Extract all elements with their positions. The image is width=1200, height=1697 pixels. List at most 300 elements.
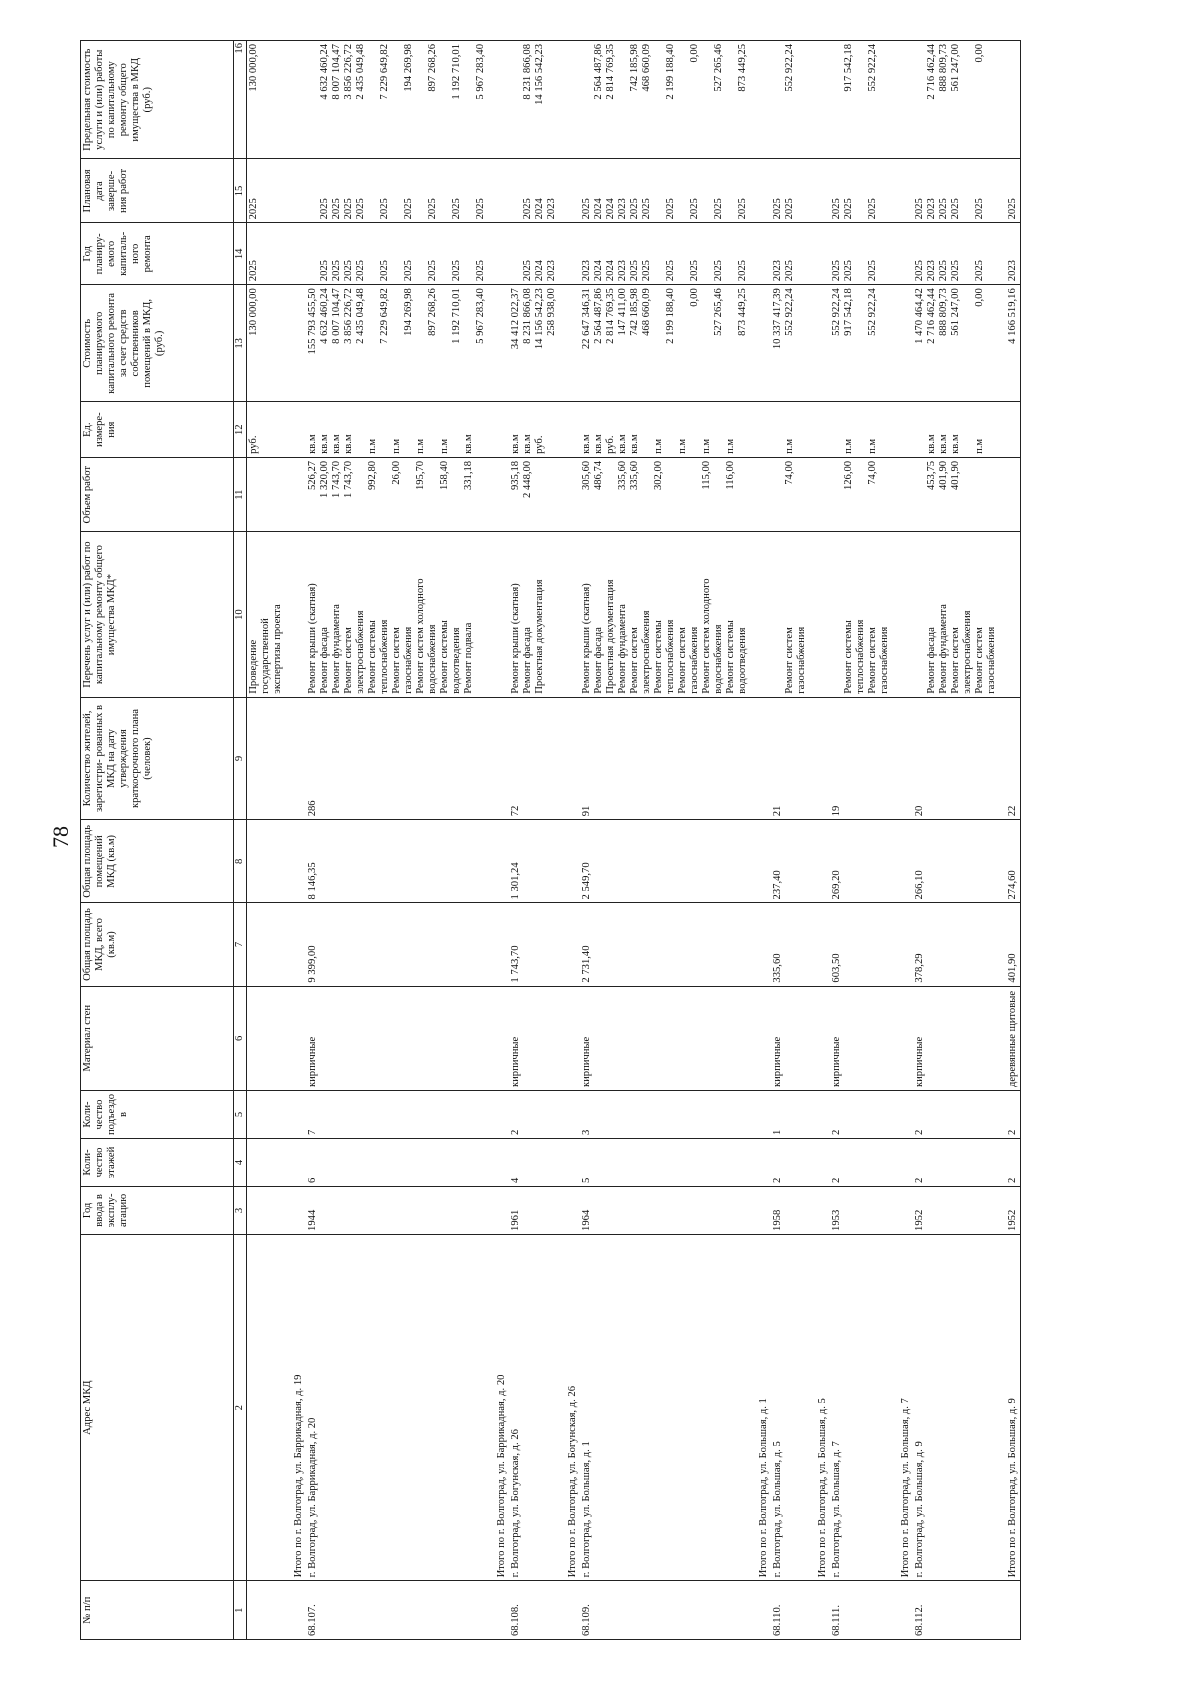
- work-line: Ремонт фундамента: [938, 604, 949, 694]
- date-line: 2025: [379, 198, 390, 220]
- cost-line: 2 435 049,48: [355, 288, 366, 344]
- year-line: 2025: [914, 260, 925, 282]
- date-line: 2024: [534, 198, 545, 220]
- column-number: 9: [234, 697, 247, 820]
- unit-line: [641, 405, 653, 453]
- table-cell: [830, 1091, 892, 1139]
- volume-line: 935,18: [510, 460, 521, 491]
- year-line: 2025: [629, 260, 640, 282]
- total-label: Итого по г. Волгоград, ул. Богунская, д. 26: [559, 1234, 580, 1580]
- limit-line: 552 922,24: [867, 44, 878, 92]
- work-line: государственной: [260, 618, 271, 694]
- limit-line: 552 922,24: [784, 44, 795, 92]
- cost-line: [855, 288, 867, 398]
- limit-line: 0,00: [974, 44, 985, 63]
- work-line: Ремонт систем: [391, 627, 402, 694]
- year-line: 2025: [331, 260, 342, 282]
- column-number: 2: [234, 1234, 247, 1580]
- cost-line: 0,00: [689, 288, 700, 307]
- cost-line: [439, 288, 451, 398]
- year-line: 2025: [665, 260, 676, 282]
- unit-line: кв.м: [319, 434, 330, 454]
- table-cell: [306, 159, 488, 223]
- table-cell: [306, 41, 488, 159]
- unit-line: [379, 405, 391, 453]
- unit-line: [403, 405, 415, 453]
- unit-line: руб.: [534, 435, 545, 454]
- unit-line: [986, 405, 998, 453]
- total-row: [999, 41, 1021, 1640]
- unit-line: п.м: [843, 438, 854, 454]
- limit-line: 527 265,46: [713, 44, 724, 92]
- table-cell: [892, 457, 913, 532]
- limit-line: 4 632 460,24: [319, 44, 330, 100]
- num-value: 68.110.: [772, 1604, 783, 1636]
- cost-line: 5 967 283,40: [475, 288, 486, 344]
- work-line: водоснабжения: [713, 624, 724, 694]
- volume-line: 126,00: [843, 460, 854, 491]
- limit-line: [546, 44, 558, 155]
- year-line: 2025: [379, 260, 390, 282]
- table-cell: [771, 1091, 809, 1139]
- volume-line: [403, 461, 415, 529]
- date-line: 2025: [248, 198, 259, 220]
- cost-line: [391, 288, 403, 398]
- year-line: [415, 226, 427, 281]
- total-label: Итого по г. Волгоград, ул. Большая, д. 7: [892, 1234, 913, 1580]
- unit-line: п.м: [701, 438, 712, 454]
- table-row: [830, 41, 892, 1640]
- volume-line: 486,74: [593, 460, 604, 491]
- year-line: 2025: [831, 260, 842, 282]
- volume-line: 992,80: [367, 460, 378, 491]
- table-cell: [509, 223, 559, 285]
- table-body: [247, 41, 1021, 1640]
- limit-line: 2 564 487,86: [593, 44, 604, 100]
- date-line: [725, 162, 737, 219]
- limit-line: [772, 44, 784, 155]
- cost-line: 552 922,24: [867, 288, 878, 336]
- work-line: Ремонт фундамента: [617, 604, 628, 694]
- work-line: Ремонт систем: [677, 627, 688, 694]
- year-line: 2025: [248, 260, 259, 282]
- date-line: [307, 162, 319, 219]
- table-cell: [809, 457, 830, 532]
- date-line: 2025: [772, 198, 783, 220]
- material-value: кирпичные: [510, 1036, 521, 1088]
- date-line: 2025: [319, 198, 330, 220]
- cost-line: 2 814 769,35: [605, 288, 616, 344]
- table-cell: [999, 1581, 1021, 1640]
- address-value: г. Волгоград, ул. Большая, д. 5: [772, 1441, 783, 1578]
- column-header: Адрес МКД: [81, 1234, 234, 1580]
- cost-line: [725, 288, 737, 398]
- table-cell: [892, 285, 913, 402]
- cost-line: 873 449,25: [737, 288, 748, 336]
- column-header: Год планиру- емого капиталь- ного ремонта: [81, 223, 234, 285]
- unit-line: [879, 405, 891, 453]
- volume-line: [355, 461, 367, 529]
- limit-line: [463, 44, 475, 155]
- year-line: [391, 226, 403, 281]
- work-line: [772, 536, 784, 694]
- date-line: 2025: [914, 198, 925, 220]
- volume-line: [974, 461, 986, 529]
- date-line: [439, 162, 451, 219]
- cost-line: 4 632 460,24: [319, 288, 330, 344]
- table-cell: [306, 285, 488, 402]
- work-line: Ремонт системы: [843, 620, 854, 694]
- work-line: Ремонт систем: [629, 627, 640, 694]
- volume-line: 305,60: [581, 460, 592, 491]
- cost-line: 194 269,98: [403, 288, 414, 336]
- table-cell: [488, 159, 509, 223]
- column-number: 7: [234, 903, 247, 986]
- limit-line: [617, 44, 629, 155]
- column-number: 16: [234, 41, 247, 159]
- table-cell: [913, 986, 999, 1090]
- work-line: Ремонт систем: [974, 627, 985, 694]
- table-cell: [247, 986, 286, 1090]
- volume-line: [427, 461, 439, 529]
- unit-line: п.м: [367, 438, 378, 454]
- table-cell: [830, 820, 892, 903]
- work-line: Ремонт систем холодного: [415, 578, 426, 694]
- table-cell: [488, 223, 509, 285]
- limit-line: [653, 44, 665, 155]
- work-line: Ремонт фасада: [522, 627, 533, 694]
- table-cell: [247, 903, 286, 986]
- date-line: 2025: [522, 198, 533, 220]
- table-cell: [892, 1091, 913, 1139]
- table-cell: [306, 986, 488, 1090]
- table-cell: [247, 1186, 286, 1234]
- cost-line: 14 156 542,23: [534, 288, 545, 350]
- table-cell: [913, 1091, 999, 1139]
- table-cell: [247, 402, 286, 457]
- cost-line: 155 793 455,50: [307, 288, 318, 355]
- table-cell: [559, 1581, 580, 1640]
- table-cell: [913, 285, 999, 402]
- unit-line: [427, 405, 439, 453]
- work-line: Ремонт систем: [950, 627, 961, 694]
- limit-line: 130 000,00: [248, 44, 259, 92]
- year-line: [307, 226, 319, 281]
- table-cell: [750, 532, 771, 697]
- table-cell: [247, 285, 286, 402]
- unit-line: п.м: [784, 438, 795, 454]
- table-cell: [488, 903, 509, 986]
- table-cell: [509, 41, 559, 159]
- limit-line: 14 156 542,23: [534, 44, 545, 105]
- volume-line: [713, 461, 725, 529]
- limit-line: 897 268,26: [427, 44, 438, 92]
- unit-line: кв.м: [629, 434, 640, 454]
- unit-line: п.м: [725, 438, 736, 454]
- volume-line: [879, 461, 891, 529]
- table-cell: [809, 1581, 830, 1640]
- table-cell: [771, 1581, 809, 1640]
- cost-line: [415, 288, 427, 398]
- total-row: [809, 41, 830, 1640]
- residents-value: 21: [772, 805, 783, 817]
- table-cell: [830, 1581, 892, 1640]
- year-line: [653, 226, 665, 281]
- table-cell: [809, 697, 830, 820]
- volume-line: [665, 461, 677, 529]
- table-cell: [559, 697, 580, 820]
- area-rooms-value: 2 549,70: [581, 862, 592, 900]
- year-line: 2025: [319, 260, 330, 282]
- volume-line: 74,00: [784, 460, 795, 485]
- limit-line: 0,00: [689, 44, 700, 63]
- material-value: кирпичные: [914, 1036, 925, 1088]
- table-cell: [580, 903, 750, 986]
- table-cell: деревянные щитовые: [999, 986, 1021, 1090]
- work-line: Проектная документация: [534, 579, 545, 694]
- date-line: 2025: [713, 198, 724, 220]
- volume-line: [962, 461, 974, 529]
- table-cell: [580, 1091, 750, 1139]
- date-line: 2025: [689, 198, 700, 220]
- table-cell: [771, 223, 809, 285]
- total-label: Итого по г. Волгоград, ул. Баррикадная, д. 20: [488, 1234, 509, 1580]
- total-row: [488, 41, 509, 1640]
- column-number: 13: [234, 285, 247, 402]
- table-cell: [285, 903, 306, 986]
- volume-line: [605, 461, 617, 529]
- date-line: 2025: [343, 198, 354, 220]
- date-line: [701, 162, 713, 219]
- cost-line: 2 564 487,86: [593, 288, 604, 344]
- work-line: Ремонт фасада: [926, 627, 937, 694]
- year-line: 2025: [938, 260, 949, 282]
- cost-line: 3 856 226,72: [343, 288, 354, 344]
- column-header: № п/п: [81, 1581, 234, 1640]
- table-cell: [488, 457, 509, 532]
- residents-value: 72: [510, 805, 521, 817]
- area-rooms-value: 237,40: [772, 870, 783, 900]
- date-line: [391, 162, 403, 219]
- limit-line: [391, 44, 403, 155]
- table-cell: [559, 986, 580, 1090]
- area-total-value: 335,60: [772, 953, 783, 983]
- table-cell: [809, 1091, 830, 1139]
- cost-line: 130 000,00: [248, 288, 259, 336]
- table-cell: [771, 820, 809, 903]
- table-cell: [809, 1139, 830, 1187]
- volume-line: 195,70: [415, 460, 426, 491]
- year-line: 2025: [689, 260, 700, 282]
- column-header: Количество жителей, зарегистри- рованных в МКД на дату утверждения краткосрочного плана (человек): [81, 697, 234, 820]
- table-cell: [830, 1234, 892, 1580]
- unit-line: кв.м: [331, 434, 342, 454]
- floors-value: 2: [831, 1177, 842, 1183]
- entrances-value: 2: [831, 1129, 842, 1135]
- volume-line: 115,00: [701, 460, 712, 490]
- area-total-value: 603,50: [831, 953, 842, 983]
- cost-line: 8 007 104,47: [331, 288, 342, 344]
- area-rooms-value: 269,20: [831, 870, 842, 900]
- volume-line: 401,90: [938, 460, 949, 491]
- table-cell: [306, 903, 488, 986]
- cost-line: 552 922,24: [784, 288, 795, 336]
- table-cell: [306, 223, 488, 285]
- year-line: 2025: [427, 260, 438, 282]
- table-cell: [247, 41, 286, 159]
- unit-line: [962, 405, 974, 453]
- table-cell: [771, 1186, 809, 1234]
- table-cell: [913, 159, 999, 223]
- cost-line: 2 716 462,44: [926, 288, 937, 344]
- table-cell: [509, 532, 559, 697]
- table-cell: [830, 903, 892, 986]
- year-line: 2025: [641, 260, 652, 282]
- volume-line: 1 320,00: [319, 460, 330, 498]
- column-number: 3: [234, 1186, 247, 1234]
- work-line: Ремонт подвала: [463, 622, 474, 694]
- table-cell: [580, 697, 750, 820]
- work-line: водоотведения: [737, 627, 748, 694]
- column-number: 10: [234, 532, 247, 697]
- table-cell: [306, 457, 488, 532]
- entrances-value: 2: [914, 1129, 925, 1135]
- table-row: [771, 41, 809, 1640]
- table-cell: [913, 820, 999, 903]
- volume-line: [855, 461, 867, 529]
- unit-line: кв.м: [307, 434, 318, 454]
- column-header: Предельная стоимость услуги и (или) работы по капитальному ремонту общего имущества в МКД (руб.): [81, 41, 234, 159]
- table-cell: [306, 1581, 488, 1640]
- work-line: [831, 536, 843, 694]
- table-cell: [750, 1091, 771, 1139]
- table-cell: [892, 1581, 913, 1640]
- cost-line: [962, 288, 974, 398]
- year-line: 2025: [867, 260, 878, 282]
- limit-line: 888 809,73: [938, 44, 949, 92]
- table-cell: [509, 285, 559, 402]
- column-header: Объем работ: [81, 457, 234, 532]
- table-cell: [830, 986, 892, 1090]
- table-cell: [509, 402, 559, 457]
- work-line: Ремонт крыши (скатная): [510, 583, 521, 694]
- entrances-value: 2: [510, 1129, 521, 1135]
- unit-line: [665, 405, 677, 453]
- table-cell: [488, 820, 509, 903]
- table-cell: [306, 697, 488, 820]
- table-cell: [771, 1234, 809, 1580]
- residents-value: 20: [914, 805, 925, 817]
- table-cell: [580, 159, 750, 223]
- table-cell: [750, 402, 771, 457]
- year-line: 2023: [581, 260, 592, 282]
- date-line: 2025: [331, 198, 342, 220]
- table-cell: [830, 1186, 892, 1234]
- work-line: Проектная документация: [605, 579, 616, 694]
- table-cell: [509, 1186, 559, 1234]
- entrances-value: 7: [307, 1129, 318, 1135]
- volume-line: 158,40: [439, 460, 450, 491]
- table-cell: [247, 159, 286, 223]
- date-line: 2025: [355, 198, 366, 220]
- table-cell: [913, 1139, 999, 1187]
- date-line: 2023: [617, 198, 628, 220]
- year-line: [367, 226, 379, 281]
- table-cell: [285, 1091, 306, 1139]
- year-value: 1952: [914, 1209, 925, 1231]
- column-number: 8: [234, 820, 247, 903]
- volume-line: 526,27: [307, 460, 318, 491]
- date-line: 2025: [974, 198, 985, 220]
- table-cell: [771, 986, 809, 1090]
- table-cell: [771, 457, 809, 532]
- unit-line: кв.м: [950, 434, 961, 454]
- work-line: Ремонт системы: [653, 620, 664, 694]
- table-cell: [488, 1139, 509, 1187]
- area-total-value: 9 399,00: [307, 945, 318, 983]
- limit-line: [855, 44, 867, 155]
- table-cell: [913, 903, 999, 986]
- volume-line: [451, 461, 463, 529]
- table-cell: [750, 1186, 771, 1234]
- table-cell: [580, 1186, 750, 1234]
- table-cell: 2025: [999, 159, 1021, 223]
- cost-line: [463, 288, 475, 398]
- address-value: г. Волгоград, ул. Богунская, д. 26: [510, 1429, 521, 1578]
- table-cell: [509, 159, 559, 223]
- cost-line: 561 247,00: [950, 288, 961, 336]
- volume-line: 26,00: [391, 460, 402, 485]
- unit-line: кв.м: [463, 434, 474, 454]
- year-value: 1958: [772, 1209, 783, 1231]
- date-line: 2025: [950, 198, 961, 220]
- table-cell: [913, 697, 999, 820]
- year-line: [725, 226, 737, 281]
- volume-line: 1 743,70: [343, 460, 354, 498]
- table-cell: 401,90: [999, 903, 1021, 986]
- date-line: 2025: [737, 198, 748, 220]
- table-cell: [285, 820, 306, 903]
- unit-line: руб.: [605, 435, 616, 454]
- date-line: [855, 162, 867, 219]
- cost-line: [367, 288, 379, 398]
- table-cell: [509, 1091, 559, 1139]
- table-cell: [892, 402, 913, 457]
- work-line: электроснабжения: [641, 610, 652, 694]
- rotated-page: [80, 40, 1180, 1640]
- table-cell: [559, 1139, 580, 1187]
- column-number: 11: [234, 457, 247, 532]
- year-line: 2025: [784, 260, 795, 282]
- address-value: г. Волгоград, ул. Баррикадная, д. 20: [307, 1417, 318, 1578]
- floors-value: 4: [510, 1177, 521, 1183]
- table-cell: [750, 903, 771, 986]
- cost-line: 468 660,09: [641, 288, 652, 336]
- table-cell: 2023: [999, 223, 1021, 285]
- table-cell: Итого по г. Волгоград, ул. Большая, д. 9: [999, 1234, 1021, 1580]
- work-line: газоснабжения: [796, 626, 807, 694]
- table-cell: [247, 1091, 286, 1139]
- volume-line: 74,00: [867, 460, 878, 485]
- limit-line: 2 814 769,35: [605, 44, 616, 100]
- year-line: 2025: [403, 260, 414, 282]
- table-cell: [285, 697, 306, 820]
- year-value: 1944: [307, 1209, 318, 1231]
- work-line: электроснабжения: [962, 610, 973, 694]
- date-line: 2023: [546, 198, 557, 220]
- limit-line: [677, 44, 689, 155]
- year-line: 2024: [605, 260, 616, 282]
